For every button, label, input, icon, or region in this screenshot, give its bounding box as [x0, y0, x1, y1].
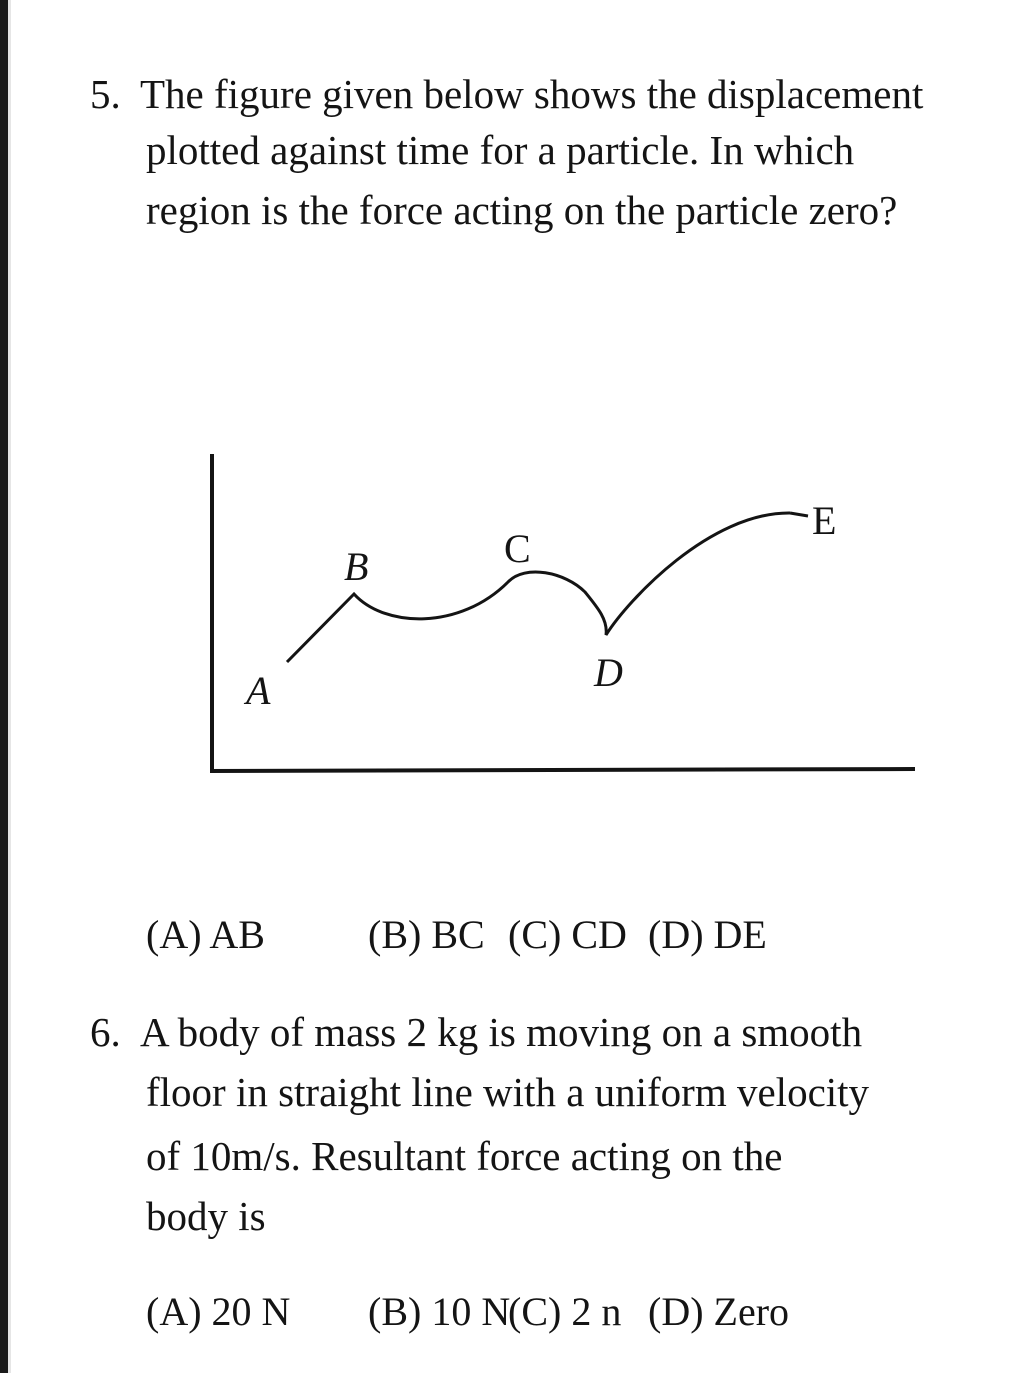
- question-6-line-1: A body of mass 2 kg is moving on a smooth: [140, 1009, 863, 1055]
- q6-option-d[interactable]: (D) Zero: [648, 1289, 790, 1334]
- question-5-line-2: plotted against time for a particle. In which: [146, 127, 855, 173]
- q6-option-a[interactable]: (A) 20 N: [146, 1289, 291, 1334]
- question-6-line-3: of 10m/s. Resultant force acting on the: [146, 1133, 783, 1179]
- question-6-line-4: body is: [146, 1193, 266, 1239]
- time-axis: [210, 769, 915, 771]
- q6-option-c[interactable]: (C) 2 n: [508, 1289, 622, 1334]
- q5-option-b[interactable]: (B) BC: [368, 912, 485, 957]
- q6-option-b[interactable]: (B) 10 N: [368, 1289, 511, 1334]
- curve-tail-e: [790, 513, 808, 516]
- q5-option-d[interactable]: (D) DE: [648, 912, 767, 957]
- displacement-time-figure: [190, 440, 930, 800]
- question-6-line-2: floor in straight line with a uniform velocity: [146, 1069, 870, 1115]
- point-d-label: D: [594, 650, 623, 695]
- point-b-label: B: [344, 544, 369, 589]
- question-6-number: 6.: [90, 1009, 121, 1055]
- point-c-label: C: [504, 526, 531, 571]
- question-5-line-1: The figure given below shows the displacement: [140, 71, 924, 117]
- question-5-line-3: region is the force acting on the particle zero?: [146, 187, 898, 233]
- point-a-label: A: [246, 668, 271, 713]
- point-e-label: E: [812, 498, 837, 543]
- left-border-bar: [0, 0, 8, 1373]
- q5-option-c[interactable]: (C) CD: [508, 912, 627, 957]
- q5-option-a[interactable]: (A) AB: [146, 912, 265, 957]
- left-border-gap: [8, 0, 11, 1373]
- question-5-number: 5.: [90, 71, 121, 117]
